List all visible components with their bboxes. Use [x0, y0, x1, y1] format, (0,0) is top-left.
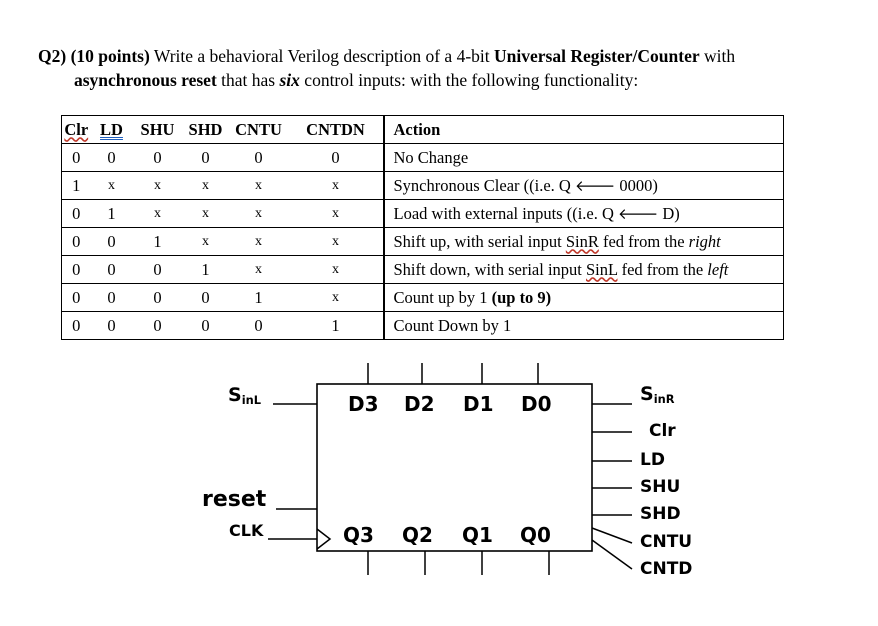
- left-arrow-icon: 🡐: [618, 204, 659, 223]
- question-italic-1: six: [279, 70, 300, 90]
- header-cntdn: CNTDN: [289, 116, 384, 144]
- cntd-wire: [592, 540, 632, 569]
- cell-action: Count Down by 1: [384, 312, 784, 340]
- cell-action: Synchronous Clear ((i.e. Q 🡐 0000): [384, 172, 784, 200]
- q1-label: Q1: [462, 523, 493, 547]
- cell-clr: 0: [62, 200, 91, 228]
- shd-label: SHD: [640, 504, 681, 524]
- cell-clr: 1: [62, 172, 91, 200]
- header-action: Action: [384, 116, 784, 144]
- cell-shu: 0: [133, 144, 183, 172]
- cell-cntdn: x: [289, 228, 384, 256]
- cell-cntdn: x: [289, 200, 384, 228]
- question-points: (10 points): [70, 46, 150, 66]
- reset-label: reset: [202, 487, 267, 512]
- header-clr: Clr: [62, 116, 91, 144]
- d2-label: D2: [404, 392, 435, 416]
- cell-cntu: x: [229, 256, 289, 284]
- clk-label: CLK: [229, 521, 264, 540]
- cell-cntdn: 1: [289, 312, 384, 340]
- cell-shd: 0: [183, 312, 229, 340]
- cell-cntdn: x: [289, 284, 384, 312]
- cell-clr: 0: [62, 228, 91, 256]
- cell-action: Load with external inputs ((i.e. Q 🡐 D): [384, 200, 784, 228]
- q3-label: Q3: [343, 523, 374, 547]
- cell-cntu: 0: [229, 144, 289, 172]
- cell-clr: 0: [62, 312, 91, 340]
- question-text-3: that has: [216, 70, 280, 90]
- cell-shd: x: [183, 172, 229, 200]
- header-cntu: CNTU: [229, 116, 289, 144]
- cell-cntu: x: [229, 228, 289, 256]
- cell-action: No Change: [384, 144, 784, 172]
- cell-shu: 1: [133, 228, 183, 256]
- left-arrow-icon: 🡐: [574, 176, 616, 195]
- cell-ld: 1: [91, 200, 133, 228]
- shu-label: SHU: [640, 477, 681, 497]
- cell-cntdn: x: [289, 172, 384, 200]
- header-shd: SHD: [183, 116, 229, 144]
- cell-shu: x: [133, 172, 183, 200]
- cell-cntdn: 0: [289, 144, 384, 172]
- cell-cntu: 0: [229, 312, 289, 340]
- cell-clr: 0: [62, 256, 91, 284]
- cell-ld: 0: [91, 228, 133, 256]
- cell-action: Count up by 1 (up to 9): [384, 284, 784, 312]
- cell-ld: x: [91, 172, 133, 200]
- header-shu: SHU: [133, 116, 183, 144]
- d1-label: D1: [463, 392, 494, 416]
- cell-ld: 0: [91, 312, 133, 340]
- ld-label: LD: [640, 450, 665, 470]
- question-bold-1: Universal Register/Counter: [494, 46, 700, 66]
- q0-label: Q0: [520, 523, 551, 547]
- cell-clr: 0: [62, 284, 91, 312]
- cell-shd: 0: [183, 144, 229, 172]
- clock-triangle-icon: [317, 529, 330, 549]
- cell-shu: 0: [133, 284, 183, 312]
- cell-ld: 0: [91, 144, 133, 172]
- cell-cntu: x: [229, 172, 289, 200]
- cntu-label: CNTU: [640, 532, 693, 552]
- cell-shd: x: [183, 200, 229, 228]
- cell-action: Shift down, with serial input SinL fed from the left: [384, 256, 784, 284]
- cell-shu: 0: [133, 256, 183, 284]
- sinr-label: $S_{inR}$: [640, 383, 675, 406]
- cell-shd: x: [183, 228, 229, 256]
- cell-clr: 0: [62, 144, 91, 172]
- question-text-1: Write a behavioral Verilog description of a 4-bit: [149, 46, 495, 66]
- cntd-label: CNTD: [640, 559, 693, 579]
- question-number: Q2): [38, 46, 67, 66]
- cell-shd: 1: [183, 256, 229, 284]
- cell-ld: 0: [91, 256, 133, 284]
- question-bold-2: asynchronous reset: [74, 70, 217, 90]
- cell-shu: x: [133, 200, 183, 228]
- question-text-4: control inputs: with the following functionality:: [299, 70, 639, 90]
- cell-cntu: 1: [229, 284, 289, 312]
- question-text-2: with: [699, 46, 736, 66]
- q2-label: Q2: [402, 523, 433, 547]
- cell-cntu: x: [229, 200, 289, 228]
- sinl-label: $S_{inL}$: [228, 384, 261, 407]
- cell-shu: 0: [133, 312, 183, 340]
- header-ld: LD: [91, 116, 133, 144]
- cntu-wire: [592, 528, 632, 543]
- clr-label: Clr: [649, 421, 676, 441]
- d3-label: D3: [348, 392, 379, 416]
- cell-cntdn: x: [289, 256, 384, 284]
- cell-action: Shift up, with serial input SinR fed from the right: [384, 228, 784, 256]
- cell-ld: 0: [91, 284, 133, 312]
- cell-shd: 0: [183, 284, 229, 312]
- d0-label: D0: [521, 392, 552, 416]
